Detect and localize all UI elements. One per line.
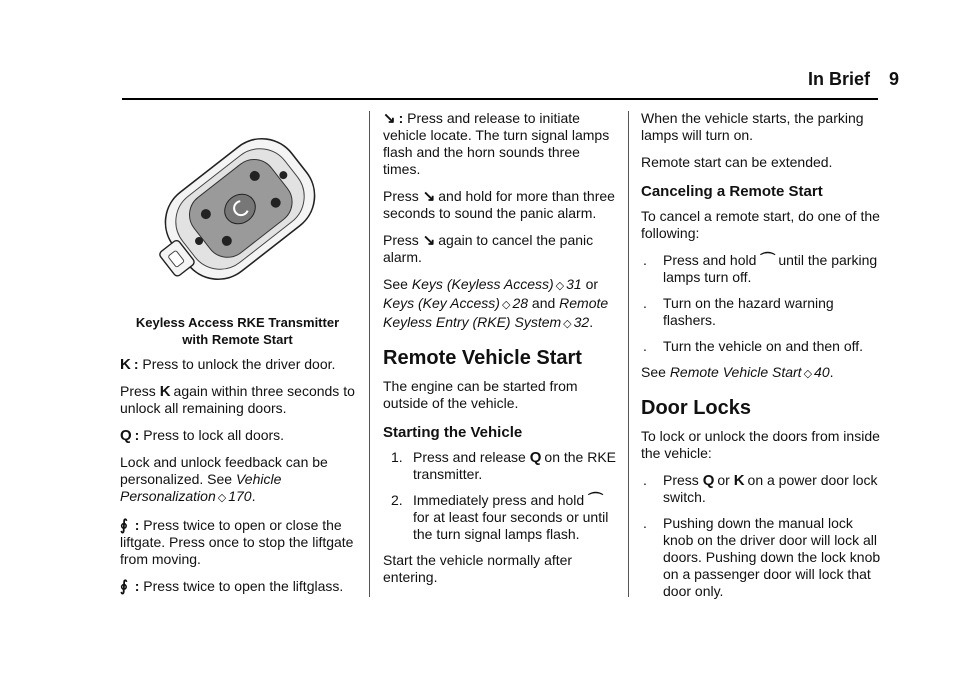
cancel-text: again to cancel the panic alarm. — [383, 232, 594, 265]
bullet-dot: . — [643, 472, 647, 488]
liftgate-icon: ∮ — [120, 517, 128, 534]
ref-keys-keyless-page[interactable]: 31 — [566, 276, 582, 292]
step-2-text-a: Immediately press and hold — [413, 492, 585, 508]
ref-keys-key-page[interactable]: 28 — [512, 295, 529, 311]
panic-text: and hold for more than three seconds to sound the panic alarm. — [383, 188, 615, 221]
see-remote-start-paragraph: See Remote Vehicle Start ◇ 40. — [641, 364, 834, 380]
door-bullet-1 — [641, 472, 881, 506]
see-label: See — [383, 276, 408, 292]
page-ref-arrow-icon: ◇ — [217, 492, 227, 504]
parking-lamps-paragraph: When the vehicle starts, the parking lamps will turn on. — [641, 110, 864, 143]
remote-start-intro: The engine can be started from outside of the vehicle. — [383, 378, 578, 411]
remote-start-icon: ⌒ — [760, 252, 776, 269]
heading-door-locks: Door Locks — [641, 397, 752, 419]
cancel-intro: To cancel a remote start, do one of the following: — [641, 208, 880, 241]
ref-remote-vehicle-start-page[interactable]: 40 — [814, 364, 830, 380]
unlock-icon: K — [733, 472, 745, 489]
unlock-icon: K — [159, 383, 171, 400]
heading-canceling-remote-start: Canceling a Remote Start — [641, 183, 823, 200]
bullet-1 — [641, 252, 881, 286]
door-bullet-1-text-a: Press — [663, 472, 699, 488]
lock-paragraph — [120, 427, 355, 444]
ref-rke-system[interactable]: Remote Keyless Entry (RKE) System — [383, 295, 609, 330]
cancel-press: Press — [383, 232, 419, 248]
column-middle — [383, 110, 618, 596]
liftglass-colon: : — [134, 578, 140, 594]
vehicle-locate-icon: ↘ — [422, 232, 436, 249]
liftgate-paragraph — [120, 517, 355, 568]
step-1-text-a: Press and release — [413, 449, 526, 465]
column-right — [641, 110, 881, 609]
liftgate-colon: : — [134, 517, 140, 533]
remote-start-icon: ⌒ — [588, 492, 604, 509]
ref-keys-key[interactable]: Keys (Key Access) — [383, 295, 500, 311]
section-title: In Brief — [807, 69, 870, 89]
page-ref-arrow-icon: ◇ — [563, 318, 572, 330]
door-bullet-2 — [641, 515, 881, 600]
extend-paragraph: Remote start can be extended. — [641, 154, 833, 170]
ref-keys-keyless[interactable]: Keys (Keyless Access) — [411, 276, 554, 292]
vehicle-locate-icon: ↘ — [422, 188, 436, 205]
panic-paragraph — [383, 188, 618, 222]
unlock-icon: K — [120, 356, 131, 373]
bullet-2-text: Turn on the hazard warning flashers. — [663, 295, 834, 328]
door-bullet-2-text: Pushing down the manual lock knob on the driver door will lock all doors. Pushing down the lock knob on a passenger door will lock that door only. — [663, 515, 881, 599]
page-ref-arrow-icon: ◇ — [803, 368, 813, 380]
liftgate-text: Press twice to open or close the liftgate. Press once to stop the liftgate from moving. — [120, 517, 354, 567]
key-fob-icon — [140, 114, 355, 308]
column-left — [120, 110, 355, 605]
step-1 — [383, 449, 618, 483]
lock-icon: Q — [529, 449, 542, 466]
lock-icon: Q — [702, 472, 715, 489]
locate-text: Press and release to initiate vehicle locate. The turn signal lamps flash and the horn sounds three times. — [383, 110, 610, 177]
unlock-again-paragraph — [120, 383, 355, 417]
step-1-number: 1. — [391, 449, 403, 465]
page-ref-arrow-icon: ◇ — [555, 280, 565, 292]
bullet-dot: . — [643, 515, 647, 531]
bullet-dot: . — [643, 252, 647, 268]
feedback-page[interactable]: 170 — [228, 488, 252, 504]
panic-press: Press — [383, 188, 419, 204]
bullet-1-text-b: until the parking lamps turn off. — [663, 252, 878, 285]
references-paragraph: See Keys (Keyless Access) ◇ 31 or Keys (Key Access) ◇ 28 and Remote Keyless Entry (RKE) System ◇ 32. — [383, 276, 609, 330]
unlock-text: Press to unlock the driver door. — [142, 356, 336, 372]
and-label: and — [531, 295, 556, 311]
step-1-text-b: on the RKE transmitter. — [413, 449, 617, 482]
liftglass-paragraph — [120, 578, 355, 595]
step-2-text-b: for at least four seconds or until the turn signal lamps flash. — [413, 509, 609, 542]
lock-text: Press to lock all doors. — [143, 427, 285, 443]
ref-rke-system-page[interactable]: 32 — [573, 314, 590, 330]
lock-icon: Q — [120, 427, 132, 444]
bullet-dot: . — [643, 295, 647, 311]
heading-starting-vehicle: Starting the Vehicle — [383, 424, 523, 441]
door-bullet-1-text-b: on a power door lock switch. — [663, 472, 878, 505]
step-2-number: 2. — [391, 492, 403, 508]
feedback-ref[interactable]: Vehicle Personalization — [120, 471, 282, 504]
lock-colon: : — [134, 427, 140, 443]
normal-start-paragraph: Start the vehicle normally after entering. — [383, 552, 573, 585]
unlock-again-text: again within three seconds to unlock all remaining doors. — [120, 383, 355, 416]
locate-paragraph — [383, 110, 618, 178]
heading-remote-vehicle-start: Remote Vehicle Start — [383, 347, 582, 369]
feedback-text: Lock and unlock feedback can be personalized. See — [120, 454, 328, 487]
page-number: 9 — [888, 69, 899, 89]
header-rule — [122, 98, 878, 100]
locate-colon: : — [398, 110, 404, 126]
door-intro: To lock or unlock the doors from inside the vehicle: — [641, 428, 880, 461]
bullet-1-text-a: Press and hold — [663, 252, 757, 268]
door-bullet-1-or: or — [717, 472, 730, 488]
unlock-again-press: Press — [120, 383, 156, 399]
step-2 — [383, 492, 618, 543]
unlock-colon: : — [133, 356, 139, 372]
ref-remote-vehicle-start[interactable]: Remote Vehicle Start — [669, 364, 802, 380]
bullet-2 — [641, 295, 881, 329]
figure-caption-line1: Keyless Access RKE Transmitter — [135, 315, 340, 330]
cancel-panic-paragraph — [383, 232, 618, 266]
or-label: or — [585, 276, 599, 292]
liftglass-text: Press twice to open the liftglass. — [143, 578, 344, 594]
page-ref-arrow-icon: ◇ — [501, 299, 511, 311]
bullet-3 — [641, 338, 881, 355]
bullet-dot: . — [643, 338, 647, 354]
vehicle-locate-icon: ↘ — [383, 110, 396, 127]
unlock-paragraph — [120, 356, 355, 373]
column-divider — [369, 111, 370, 597]
liftglass-icon: ∮ — [120, 578, 128, 595]
bullet-3-text: Turn the vehicle on and then off. — [663, 338, 864, 354]
figure-caption-line2: with Remote Start — [182, 332, 293, 347]
feedback-paragraph: Lock and unlock feedback can be personalized. See Vehicle Personalization ◇ 170. — [120, 454, 328, 504]
column-divider — [628, 111, 629, 597]
see-label: See — [641, 364, 666, 380]
